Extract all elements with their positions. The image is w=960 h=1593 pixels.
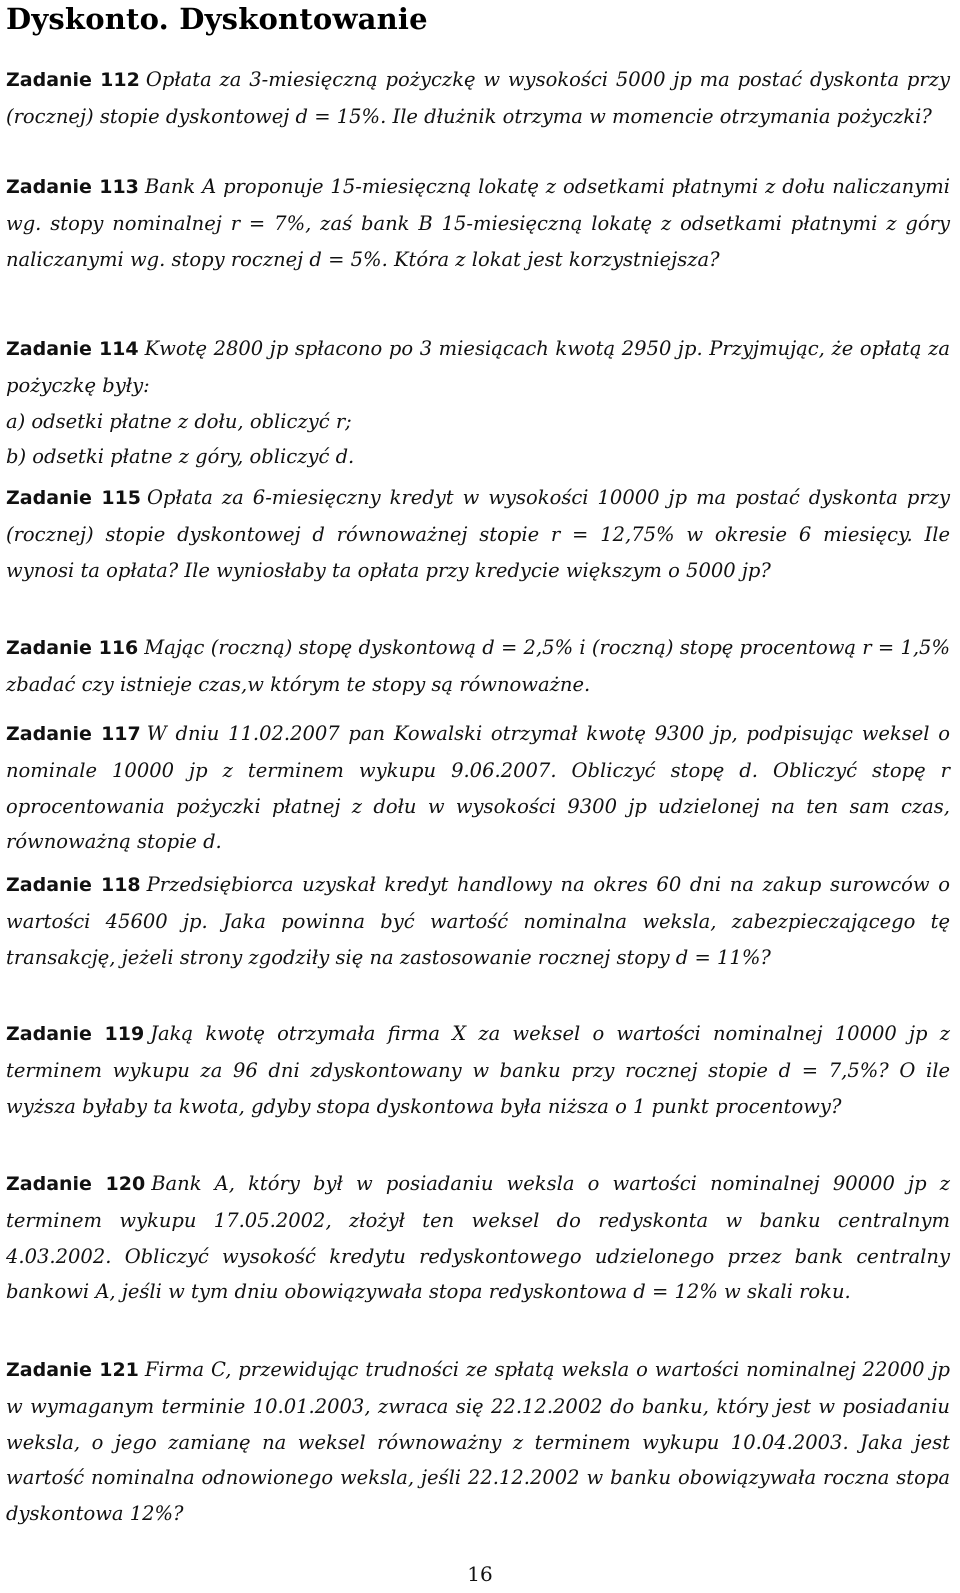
- section-title: Dyskonto. Dyskontowanie: [6, 2, 428, 36]
- task-113: [6, 169, 950, 277]
- task-118: [6, 867, 950, 975]
- task-label: Zadanie 116: [6, 637, 139, 659]
- task-text: Opłata za 3-miesięczną pożyczkę w wysokości 5000 jp ma postać dyskonta przy (rocznej) stopie dyskontowej d = 15%. Ile dłużnik otrzyma w momencie otrzymania pożyczki?: [6, 68, 950, 128]
- task-text: Jaką kwotę otrzymała firma X za weksel o wartości nominalnej 10000 jp z terminem wykupu za 96 dni zdyskontowany w banku przy rocznej stopie d = 7,5%? O ile wyższa byłaby ta kwota, gdyby stopa dyskontowa była niższa o 1 punkt procentowy?: [6, 1022, 950, 1118]
- task-114: [6, 331, 950, 475]
- task-text: Firma C, przewidując trudności ze spłatą weksla o wartości nominalnej 22000 jp w wymaganym terminie 10.01.2003, zwraca się 22.12.2002 do banku, który jest w posiadaniu weksla, o jego zamianę na weksel równoważny z terminem wykupu 10.04.2003. Jaka jest wartość nominalna odnowionego weksla, jeśli 22.12.2002 w banku obowiązywała roczna stopa dyskontowa 12%?: [6, 1358, 950, 1526]
- task-text: W dniu 11.02.2007 pan Kowalski otrzymał kwotę 9300 jp, podpisując weksel o nominale 10000 jp z terminem wykupu 9.06.2007. Obliczyć stopę d. Obliczyć stopę r oprocentowania pożyczki płatnej z dołu w wysokości 9300 jp udzielonej na ten sam czas, równoważną stopie d.: [6, 722, 950, 854]
- task-subitem-a: a) odsetki płatne z dołu, obliczyć r;: [6, 409, 352, 433]
- page-number: 16: [467, 1562, 493, 1586]
- task-label: Zadanie 120: [6, 1173, 146, 1195]
- task-119: [6, 1016, 950, 1124]
- task-text: Kwotę 2800 jp spłacono po 3 miesiącach kwotą 2950 jp. Przyjmując, że opłatą za pożyczkę były:: [6, 337, 950, 397]
- task-label: Zadanie 121: [6, 1359, 139, 1381]
- task-label: Zadanie 113: [6, 176, 139, 198]
- task-text: Opłata za 6-miesięczny kredyt w wysokości 10000 jp ma postać dyskonta przy (rocznej) stopie dyskontowej d równoważnej stopie r = 12,75% w okresie 6 miesięcy. Ile wynosi ta opłata? Ile wyniosłaby ta opłata przy kredycie większym o 5000 jp?: [6, 486, 950, 582]
- task-label: Zadanie 112: [6, 69, 140, 91]
- task-subitem-b: b) odsetki płatne z góry, obliczyć d.: [6, 445, 355, 469]
- task-label: Zadanie 119: [6, 1023, 145, 1045]
- task-label: Zadanie 114: [6, 338, 139, 360]
- task-text: Bank A, który był w posiadaniu weksla o wartości nominalnej 90000 jp z terminem wykupu 17.05.2002, złożył ten weksel do redyskonta w banku centralnym 4.03.2002. Obliczyć wysokość kredytu redyskontowego udzielonego przez bank centralny bankowi A, jeśli w tym dniu obowiązywała stopa redyskontowa d = 12% w skali roku.: [6, 1172, 950, 1304]
- task-115: [6, 480, 950, 588]
- task-120: [6, 1166, 950, 1310]
- task-text: Przedsiębiorca uzyskał kredyt handlowy na okres 60 dni na zakup surowców o wartości 45600 jp. Jaka powinna być wartość nominalna weksla, zabezpieczającego tę transakcję, jeżeli strony zgodziły się na zastosowanie rocznej stopy d = 11%?: [6, 873, 950, 969]
- task-label: Zadanie 115: [6, 487, 142, 509]
- task-label: Zadanie 118: [6, 874, 141, 896]
- task-text: Mając (roczną) stopę dyskontową d = 2,5% i (roczną) stopę procentową r = 1,5% zbadać czy istnieje czas,w którym te stopy są równoważne.: [6, 636, 950, 696]
- task-text: Bank A proponuje 15-miesięczną lokatę z odsetkami płatnymi z dołu naliczanymi wg. stopy nominalnej r = 7%, zaś bank B 15-miesięczną lokatę z odsetkami płatnymi z góry naliczanymi wg. stopy rocznej d = 5%. Która z lokat jest korzystniejsza?: [6, 175, 950, 271]
- task-116: [6, 630, 950, 703]
- task-117: [6, 716, 950, 860]
- task-112: [6, 62, 950, 135]
- task-121: [6, 1352, 950, 1532]
- task-label: Zadanie 117: [6, 723, 141, 745]
- document-page: [6, 0, 950, 1526]
